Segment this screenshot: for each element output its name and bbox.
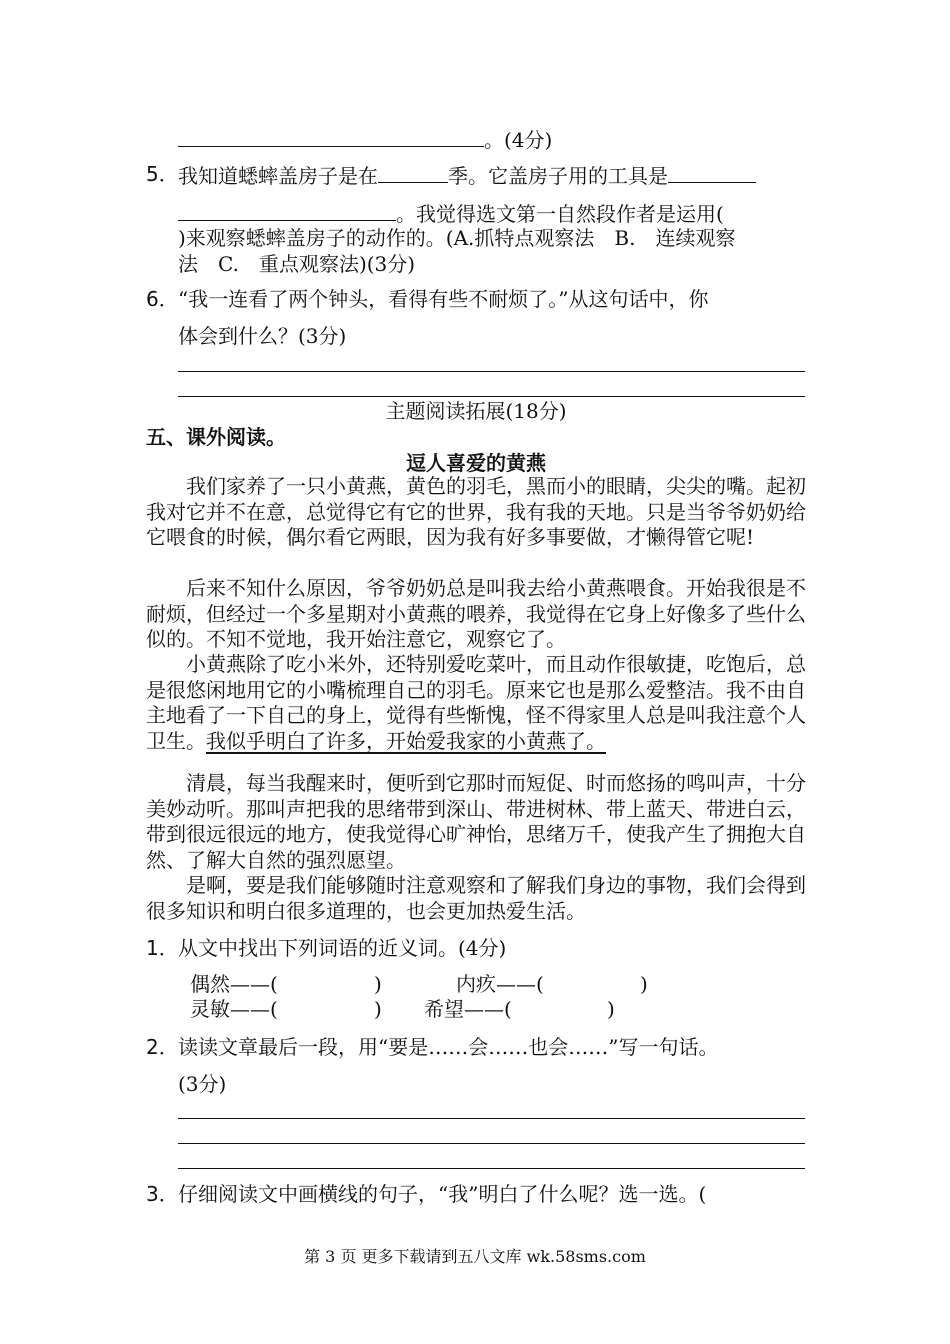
synonym-3 (190, 995, 278, 1023)
page-footer: 第 3 页 更多下载请到五八文库 wk.58sms.com (304, 1247, 646, 1266)
paragraph-text: 小黄燕除了吃小米外，还特别爱吃菜叶，而且动作很敏捷，吃饱后，总是很悠闲地用它的小嘴梳理自己的羽毛。原来它也是那么爱整洁。我不由自主地看了一下自己的身上，觉得有些惭愧，怪不得家里人总是叫我注意个人卫生。 (146, 652, 806, 753)
synonym-1-close: ) (374, 972, 382, 996)
synonym-4 (424, 995, 512, 1023)
r3-number: 3． (146, 1182, 179, 1206)
q6-number: 6． (146, 287, 179, 311)
r2-number: 2． (146, 1035, 179, 1059)
answer-line[interactable] (178, 1168, 805, 1169)
synonym-2 (456, 970, 544, 998)
word-label: 偶然——( (190, 972, 278, 996)
r3-text: 仔细阅读文中画横线的句子，“我”明白了什么呢？选一选。( (178, 1182, 707, 1206)
part5-heading: 五、课外阅读。 (146, 425, 286, 449)
word-label: 希望——( (424, 997, 512, 1021)
tool-blank-continued[interactable] (178, 198, 396, 221)
story-paragraph-5: 是啊，要是我们能够随时注意观察和了解我们身边的事物，我们会得到很多知识和明白很多道理的，也会更加热爱生活。 (146, 873, 806, 923)
season-blank[interactable] (378, 160, 448, 183)
q5-line4: 法 C. 重点观察法)(3分) (178, 252, 416, 276)
tool-blank[interactable] (668, 160, 756, 183)
story-paragraph-2: 后来不知什么原因，爷爷奶奶总是叫我去给小黄燕喂食。开始我很是不耐烦，但经过一个多星期对小黄燕的喂养，我觉得在它身上好像多了些什么似的。不知不觉地，我开始注意它，观察它了。 (146, 576, 806, 651)
q6-line2: 体会到什么？(3分) (178, 324, 347, 348)
q4-score: 。(4分) (484, 128, 553, 152)
r2-score: (3分) (178, 1072, 227, 1096)
q5-line3: )来观察蟋蟀盖房子的动作的。(A.抓特点观察法 B. 连续观察 (178, 226, 736, 250)
synonym-3-close: ) (374, 997, 382, 1021)
q6-line1: “我一连看了两个钟头，看得有些不耐烦了。”从这句话中，你 (178, 287, 709, 311)
answer-line[interactable] (178, 1143, 805, 1144)
word-label: 内疚——( (456, 972, 544, 996)
story-paragraph-3 (146, 652, 806, 754)
q5-number: 5． (146, 162, 179, 186)
synonym-4-close: ) (607, 997, 615, 1021)
q5-line1 (178, 160, 756, 190)
r2-text: 读读文章最后一段，用“要是……会……也会……”写一句话。 (178, 1035, 719, 1059)
story-paragraph-1: 我们家养了一只小黄燕，黄色的羽毛，黑而小的眼睛，尖尖的嘴。起初我对它并不在意，总觉得它有它的世界，我有我的天地。只是当爷爷奶奶给它喂食的时候，偶尔看它两眼，因为我有好多事要做，才懒得管它呢! (146, 474, 806, 549)
r1-text: 从文中找出下列词语的近义词。(4分) (178, 936, 507, 960)
answer-blank[interactable] (178, 124, 484, 147)
section-title: 主题阅读拓展(18分) (385, 399, 567, 423)
story-paragraph-4: 清晨，每当我醒来时，便听到它那时而短促、时而悠扬的鸣叫声，十分美妙动听。那叫声把我的思绪带到深山、带进树林、带上蓝天、带进白云，带到很远很远的地方，使我觉得心旷神怡，思绪万千，使我产生了拥抱大自然、了解大自然的强烈愿望。 (146, 771, 806, 872)
q5-text: 季。它盖房子用的工具是 (448, 164, 668, 188)
synonym-1 (190, 970, 278, 998)
underlined-sentence: 我似乎明白了许多，开始爱我家的小黄燕了。 (206, 728, 606, 753)
r1-number: 1． (146, 936, 179, 960)
story-title: 逗人喜爱的黄燕 (406, 451, 546, 475)
q5-text: 。我觉得选文第一自然段作者是运用( (396, 202, 724, 226)
word-label: 灵敏——( (190, 997, 278, 1021)
q4-answer-line (178, 124, 552, 154)
answer-line[interactable] (178, 371, 805, 372)
answer-line[interactable] (178, 1118, 805, 1119)
q5-text: 我知道蟋蟀盖房子是在 (178, 164, 378, 188)
synonym-2-close: ) (640, 972, 648, 996)
